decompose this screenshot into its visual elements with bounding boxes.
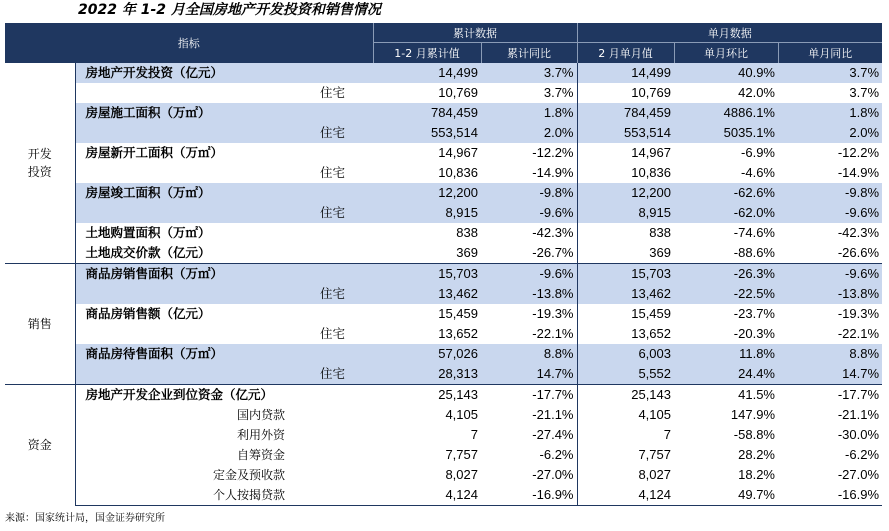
cell-cumulative-value: 12,200 (373, 183, 481, 203)
table-row (5, 183, 882, 203)
cell-month-value: 4,124 (577, 485, 674, 506)
cell-month-mom: 5035.1% (674, 123, 778, 143)
cell-month-yoy: 14.7% (778, 364, 882, 385)
source-note: 来源：国家统计局，国金证券研究所 (5, 513, 165, 524)
cell-cumulative-yoy: -26.7% (532, 245, 574, 260)
cell-cumulative-value: 4,105 (445, 407, 478, 422)
cell-cumulative-value: 784,459 (373, 103, 481, 123)
cell-cumulative-value: 10,836 (438, 165, 478, 180)
header-monthly-group: 单月数据 (577, 23, 882, 43)
cell-month-yoy: 3.7% (778, 63, 882, 84)
row-label: 商品房待售面积（万㎡） (75, 344, 373, 364)
table-row (5, 304, 882, 324)
table-title: 2022 年 1-2 月全国房地产开发投资和销售情况 (78, 2, 381, 18)
row-label: 土地成交价款（亿元） (85, 245, 211, 260)
cell-cumulative-yoy: 3.7% (543, 85, 574, 100)
cell-cumulative-yoy: -21.1% (532, 407, 574, 422)
cell-month-mom: 147.9% (730, 407, 775, 422)
cell-month-value: 784,459 (577, 103, 674, 123)
row-label: 住宅 (75, 284, 373, 304)
cell-month-value: 553,514 (577, 123, 674, 143)
cell-cumulative-value: 15,459 (438, 306, 478, 321)
table-row (5, 143, 882, 163)
cell-month-value: 8,027 (577, 465, 674, 485)
table-row (5, 223, 882, 243)
cell-month-yoy: -42.3% (837, 225, 880, 240)
cell-month-value: 25,143 (577, 385, 674, 406)
cell-month-value: 4,105 (577, 405, 674, 425)
cell-cumulative-value: 57,026 (373, 344, 481, 364)
row-label: 房屋竣工面积（万㎡） (75, 183, 373, 203)
cell-month-yoy: -13.8% (778, 284, 882, 304)
table-row (5, 324, 882, 344)
cell-month-value: 5,552 (577, 364, 674, 385)
row-label: 自筹资金 (236, 448, 285, 462)
table-row (5, 364, 882, 385)
table-row (5, 465, 882, 485)
cell-month-value: 6,003 (577, 344, 674, 364)
row-label: 住宅 (75, 203, 373, 223)
cell-cumulative-yoy: -9.8% (481, 183, 577, 203)
row-label: 住宅 (319, 85, 345, 100)
cell-month-yoy: -17.7% (778, 385, 882, 406)
cell-month-mom: 4886.1% (674, 103, 778, 123)
cell-cumulative-yoy: -42.3% (532, 225, 574, 240)
cell-month-yoy: 1.8% (778, 103, 882, 123)
cell-month-mom: -22.5% (674, 284, 778, 304)
row-label: 国内贷款 (236, 408, 285, 422)
cell-cumulative-value: 14,499 (373, 63, 481, 84)
cell-month-yoy: -19.3% (837, 306, 880, 321)
cell-month-value: 8,915 (577, 203, 674, 223)
table-row (5, 284, 882, 304)
cell-month-yoy: -16.9% (778, 485, 882, 506)
table-row (5, 243, 882, 264)
cell-month-value: 13,652 (577, 324, 674, 344)
cell-month-mom: 41.5% (674, 385, 778, 406)
table-row (5, 83, 882, 103)
cell-cumulative-yoy: 8.8% (481, 344, 577, 364)
cell-month-value: 14,499 (577, 63, 674, 84)
cell-cumulative-yoy: -9.6% (481, 203, 577, 223)
cell-month-value: 369 (577, 243, 674, 264)
table-row (5, 485, 882, 506)
cell-month-mom: -23.7% (733, 306, 775, 321)
cell-cumulative-yoy: -17.7% (481, 385, 577, 406)
table-row (5, 344, 882, 364)
cell-month-yoy: 8.8% (778, 344, 882, 364)
cell-month-value: 13,462 (577, 284, 674, 304)
cell-month-yoy: -21.1% (837, 407, 880, 422)
cell-cumulative-yoy: -27.0% (532, 467, 574, 482)
real-estate-table (5, 23, 882, 506)
cell-cumulative-value: 369 (456, 245, 478, 260)
cell-month-yoy: -26.6% (837, 245, 880, 260)
cell-month-mom: -88.6% (733, 245, 775, 260)
cell-cumulative-yoy: -14.9% (532, 165, 574, 180)
cell-month-value: 7 (577, 425, 674, 445)
cell-month-mom: 42.0% (738, 85, 775, 100)
header-indicator: 指标 (5, 23, 373, 63)
table-row (5, 445, 882, 465)
table-row (5, 264, 882, 285)
cell-month-yoy: -6.2% (845, 447, 880, 462)
cell-month-mom: -26.3% (674, 264, 778, 285)
cell-month-yoy: -9.6% (778, 264, 882, 285)
row-label: 个人按揭贷款 (75, 485, 373, 506)
cell-cumulative-yoy: -6.2% (539, 447, 574, 462)
cell-cumulative-value: 14,967 (438, 145, 478, 160)
section-label: 销售 (5, 264, 75, 385)
cell-cumulative-yoy: -13.8% (481, 284, 577, 304)
cell-month-yoy: 2.0% (778, 123, 882, 143)
table-body (5, 63, 882, 506)
cell-month-value: 15,459 (577, 304, 674, 324)
row-label: 房屋施工面积（万㎡） (75, 103, 373, 123)
cell-cumulative-value: 8,915 (373, 203, 481, 223)
cell-cumulative-value: 13,462 (373, 284, 481, 304)
cell-cumulative-value: 7,757 (445, 447, 478, 462)
table-row (5, 163, 882, 183)
cell-cumulative-value: 838 (456, 225, 478, 240)
cell-month-yoy: -12.2% (837, 145, 880, 160)
cell-month-yoy: -9.8% (778, 183, 882, 203)
row-label: 利用外资 (236, 428, 285, 442)
cell-month-mom: 49.7% (674, 485, 778, 506)
cell-month-mom: -6.9% (741, 145, 775, 160)
cell-month-mom: 18.2% (738, 467, 775, 482)
cell-cumulative-yoy: -19.3% (532, 306, 574, 321)
cell-month-yoy: -22.1% (837, 326, 880, 341)
cell-month-mom: 24.4% (674, 364, 778, 385)
cell-month-mom: -20.3% (733, 326, 775, 341)
row-label: 房地产开发投资（亿元） (75, 63, 373, 84)
row-label: 住宅 (75, 123, 373, 143)
cell-cumulative-value: 8,027 (445, 467, 478, 482)
cell-month-yoy: -27.0% (837, 467, 880, 482)
section-label: 资金 (5, 385, 75, 506)
cell-month-value: 12,200 (577, 183, 674, 203)
cell-month-mom: -62.6% (674, 183, 778, 203)
cell-cumulative-yoy: 1.8% (481, 103, 577, 123)
table-row (5, 63, 882, 84)
cell-cumulative-yoy: 2.0% (481, 123, 577, 143)
cell-cumulative-yoy: -27.4% (532, 427, 574, 442)
table-row (5, 385, 882, 406)
row-label: 房屋新开工面积（万㎡） (85, 145, 224, 160)
cell-month-mom: 11.8% (674, 344, 778, 364)
cell-cumulative-yoy: -9.6% (481, 264, 577, 285)
header-col-month-value: 2 月单月值 (577, 43, 674, 63)
cell-cumulative-yoy: -12.2% (532, 145, 574, 160)
table-row (5, 103, 882, 123)
cell-month-yoy: -14.9% (837, 165, 880, 180)
cell-cumulative-value: 25,143 (373, 385, 481, 406)
table-row (5, 123, 882, 143)
cell-month-mom: -74.6% (733, 225, 775, 240)
table-row (5, 405, 882, 425)
cell-month-mom: -62.0% (674, 203, 778, 223)
cell-month-mom: 40.9% (674, 63, 778, 84)
row-label: 商品房销售额（亿元） (85, 306, 211, 321)
row-label: 住宅 (319, 326, 345, 341)
header-col-month-yoy: 单月同比 (778, 43, 882, 63)
cell-month-mom: -4.6% (741, 165, 775, 180)
cell-cumulative-value: 7 (470, 427, 478, 442)
cell-cumulative-yoy: 3.7% (481, 63, 577, 84)
cell-cumulative-value: 553,514 (373, 123, 481, 143)
cell-cumulative-value: 13,652 (438, 326, 478, 341)
cell-cumulative-value: 10,769 (438, 85, 478, 100)
cell-month-yoy: -30.0% (837, 427, 880, 442)
cell-month-value: 10,769 (577, 83, 674, 103)
section-label: 开发 投资 (5, 63, 75, 264)
cell-month-mom: -58.8% (733, 427, 775, 442)
cell-month-value: 15,703 (577, 264, 674, 285)
row-label: 住宅 (319, 165, 345, 180)
cell-cumulative-yoy: 14.7% (481, 364, 577, 385)
cell-cumulative-value: 15,703 (373, 264, 481, 285)
table-row (5, 203, 882, 223)
row-label: 住宅 (75, 364, 373, 385)
header-col-month-mom: 单月环比 (674, 43, 778, 63)
row-label: 商品房销售面积（万㎡） (75, 264, 373, 285)
cell-month-value: 10,836 (577, 163, 674, 183)
cell-month-value: 7,757 (577, 445, 674, 465)
cell-cumulative-yoy: -22.1% (532, 326, 574, 341)
cell-month-mom: 28.2% (738, 447, 775, 462)
cell-month-value: 838 (577, 223, 674, 243)
cell-month-yoy: -9.6% (778, 203, 882, 223)
cell-cumulative-value: 28,313 (373, 364, 481, 385)
cell-cumulative-value: 4,124 (373, 485, 481, 506)
header-col-cumulative-value: 1-2 月累计值 (373, 43, 481, 63)
cell-month-value: 14,967 (577, 143, 674, 163)
header-cumulative-group: 累计数据 (373, 23, 577, 43)
row-label: 定金及预收款 (212, 468, 285, 482)
cell-cumulative-yoy: -16.9% (481, 485, 577, 506)
cell-month-yoy: 3.7% (849, 85, 880, 100)
row-label: 土地购置面积（万㎡） (85, 225, 211, 240)
row-label: 房地产开发企业到位资金（亿元） (75, 385, 373, 406)
header-col-cumulative-yoy: 累计同比 (481, 43, 577, 63)
table-row (5, 425, 882, 445)
